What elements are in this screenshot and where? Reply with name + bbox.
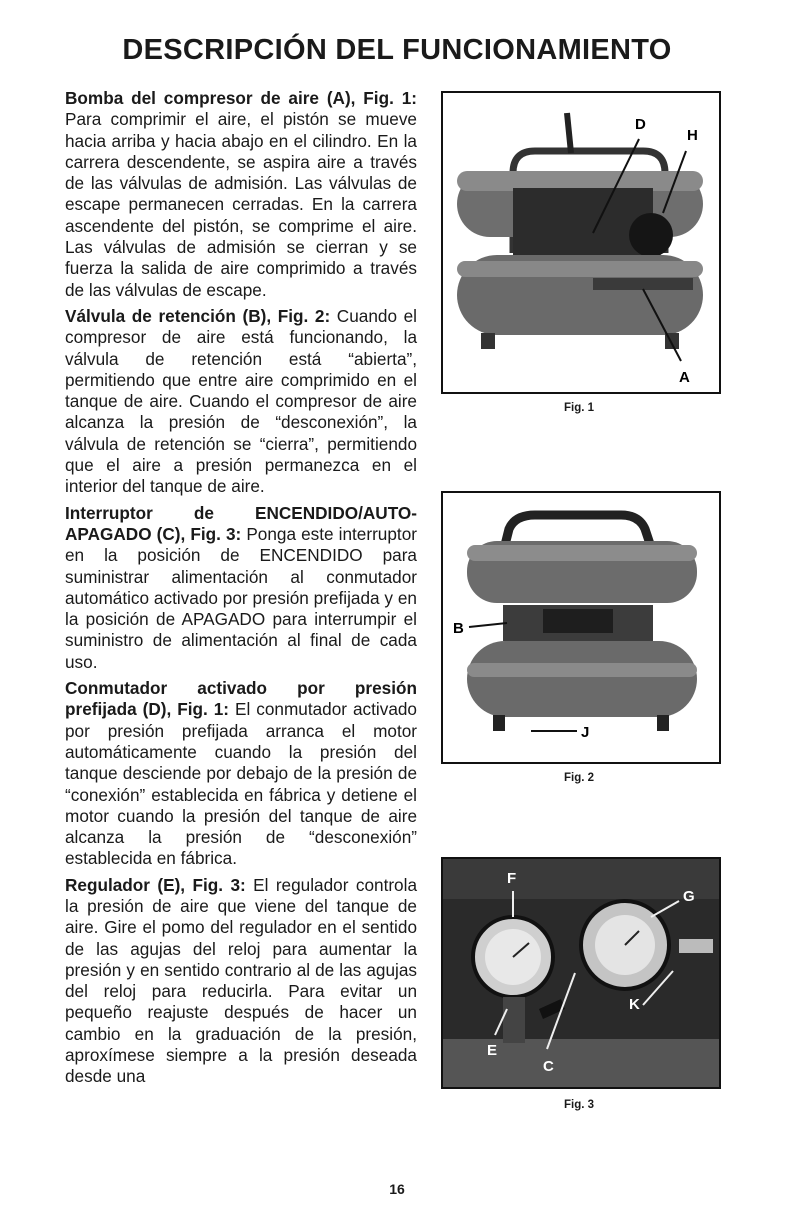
section-pump [65,88,417,301]
figure-3-caption: Fig. 3 [563,1099,595,1111]
callout-h: H [687,127,698,144]
compressor-illustration [443,493,719,762]
callout-k: K [629,996,640,1013]
figure-3 [441,857,721,1089]
section-heading: Interruptor de ENCENDIDO/AUTO-APAGADO (C), Fig. 3: [65,502,417,544]
section-heading: Válvula de retención (B), Fig. 2: [65,305,331,326]
compressor-illustration [443,93,719,392]
callout-j: J [581,724,590,741]
callout-g: G [683,888,695,905]
page-title: DESCRIPCIÓN DEL FUNCIONAMIENTO [122,34,672,66]
figure-1 [441,91,721,394]
section-body: El conmutador activado por presión prefijada arranca el motor automáticamente cuando la presión del tanque desciende por debajo de la presión de “conexión” establecida en fábrica y detiene el motor cuando la presión del tanque de aire alcanza la presión de “desconexión” establecida en fábrica. [65,699,417,869]
section-regulator [65,875,417,1088]
callout-d: D [635,116,646,133]
figure-2-caption: Fig. 2 [563,772,595,784]
callout-a: A [679,369,690,386]
section-body: Cuando el compresor de aire está funcionando, la válvula de retención está “abierta”, permitiendo que entre aire comprimido en el tanque de aire. Cuando el compresor de aire alcanza la presión de “desconexión”, la válvula de retención se “cierra”, permitiendo que el aire a presión permanezca en el interior del tanque de aire. [65,305,417,497]
callout-b: B [453,620,464,637]
page-number: 16 [389,1181,405,1197]
section-heading: Regulador (E), Fig. 3: [65,874,246,895]
section-check-valve [65,306,417,498]
section-body: El regulador controla la presión de aire que viene del tanque de aire. Gire el pomo del regulador en el sentido de las agujas del reloj para aumentar la presión y en sentido contrario al de las agujas del reloj para reducirla. Para evitar un pequeño reajuste después de hacer un cambio en la graduación de la presión, aproxímese siempre a la presión deseada desde una [65,874,417,1087]
section-pressure-switch [65,678,417,870]
section-heading: Bomba del compresor de aire (A), Fig. 1: [65,88,417,108]
callout-c: C [543,1058,554,1075]
section-body: Para comprimir el aire, el pistón se mueve hacia arriba y hacia abajo en el cilindro. En la carrera descendente, se aspira aire a través de las válvulas de admisión. Las válvulas de escape permanecen cerradas. En la carrera ascendente del pistón, se comprime el aire. Las válvulas de admisión se cierran y se fuerza la salida de aire comprimido a través de las válvulas de escape. [65,109,417,300]
section-body: Ponga este interruptor en la posición de ENCENDIDO para suministrar alimentación al conmutador automático activado por presión prefijada y en la posición de APAGADO para interrumpir el suministro de alimentación al final de cada uso. [65,523,417,672]
callout-e: E [487,1042,498,1059]
section-switch [65,503,417,673]
callout-f: F [507,870,517,887]
figure-1-caption: Fig. 1 [563,402,595,414]
section-heading: Conmutador activado por presión prefijada (D), Fig. 1: [65,678,417,720]
text-column [65,88,417,1093]
figure-2 [441,491,721,764]
gauges-photo [443,859,719,1087]
